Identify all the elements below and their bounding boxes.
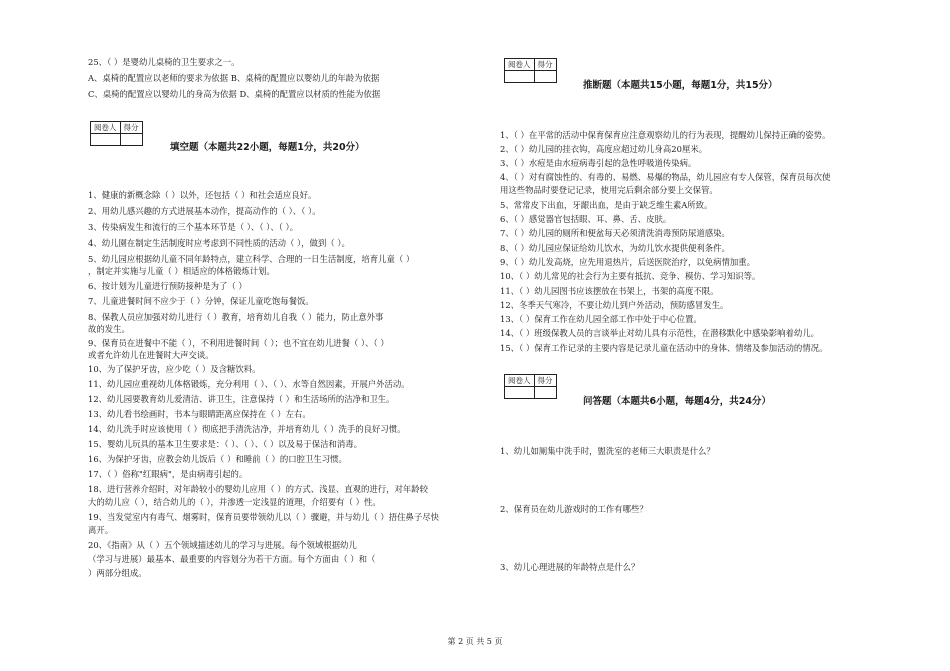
- fill-line-15: 12、幼儿园要教育幼儿爱清洁、讲卫生，注意保持（ ）和生活场所的洁净和卫生。: [88, 394, 395, 404]
- judge-line-5: 用这些物品时要登记记录，使用完后剩余部分要上交保管。: [500, 185, 718, 195]
- fill-line-23: 19、当发觉室内有毒气、烟雾时，保育员要带领幼儿以（ ）骤避，并与幼儿（ ）捂住鼻子尽快: [88, 512, 439, 522]
- question-25-options-ab: A、桌椅的配置应以老师的要求为依据 B、桌椅的配置应以婴幼儿的年龄为依据: [88, 73, 380, 83]
- fill-line-20: 17、（ ）俗称"红眼病"，是由病毒引起的。: [88, 469, 248, 479]
- reviewer-cell: [91, 134, 121, 146]
- score-cell: [534, 71, 556, 83]
- qa-section-title: 问答题（本题共6小题，每题4分，共24分）: [583, 396, 771, 407]
- fill-score-box: [90, 121, 143, 146]
- judge-line-12: 11、（ ）幼儿园图书应该摆放在书架上，书架的高度不限。: [500, 286, 719, 296]
- judge-line-2: 2、（ ）幼儿园的挂衣钩，高度应超过幼儿身高20厘米。: [500, 144, 708, 154]
- reviewer-cell: [505, 71, 535, 83]
- judge-line-15: 14、（ ）班级保教人员的言谈举止对幼儿具有示范性，在潜移默化中感染影响着幼儿。: [500, 328, 819, 338]
- judge-line-9: 8、（ ）幼儿园应保证给幼儿饮水，为幼儿饮水提供便利条件。: [500, 243, 730, 253]
- fill-line-7: 6、按计划为儿童进行预防接种是为了（ ）: [88, 281, 247, 291]
- fill-line-13: 10、为了保护牙齿，应少吃（ ）及含糖饮料。: [88, 364, 261, 374]
- fill-line-26: （学习与进展）最基本、最重要的内容划分为若干方面。每个方面由（ ）和（: [88, 554, 376, 564]
- fill-line-6: ，制定并实施与儿童（ ）相适应的体格锻炼计划。: [88, 266, 275, 276]
- qa-question-2: 2、保育员在幼儿游戏时的工作有哪些？: [500, 504, 648, 514]
- fill-line-1: 1、健康的新概念除（ ）以外，还包括（ ）和社会适应良好。: [88, 190, 317, 200]
- reviewer-cell: [505, 387, 535, 399]
- judge-line-11: 10、（ ）幼儿常见的社会行为主要有抵抗、竞争、模仿、学习知识等。: [500, 271, 761, 281]
- fill-line-22: 大的幼儿应（ ），结合幼儿的（ ），并渗透一定浅显的道理，介绍要有（ ）性。: [88, 497, 381, 507]
- judge-line-7: 6、（ ）感觉器官包括眼、耳、鼻、舌、皮肤。: [500, 214, 672, 224]
- fill-line-25: 20、《指南》从（ ）五个领域描述幼儿的学习与进展。每个领域根据幼儿: [88, 540, 357, 550]
- fill-line-10: 故的发生。: [88, 324, 130, 334]
- fill-line-3: 3、传染病发生和流行的三个基本环节是（ ）、（ ）、（ ）。: [88, 222, 299, 232]
- score-cell: [534, 387, 556, 399]
- fill-line-4: 4、幼儿園在制定生活制度时应考虑到不同性质的活动（ ），做到（ ）。: [88, 238, 350, 248]
- fill-line-12: 或者允许幼儿在进餐时大声交谈。: [88, 350, 214, 360]
- fill-section-title: 填空题（本题共22小题，每题1分，共20分）: [170, 142, 365, 153]
- score-label: 得分: [534, 59, 556, 71]
- fill-line-5: 5、幼儿园应根据幼儿童不同年龄特点，建立科学、合理的一日生活制度，培育儿童（ ）: [88, 254, 415, 264]
- fill-line-24: 离开。: [88, 525, 114, 535]
- judge-line-1: 1、（ ）在平常的活动中保育保育应注意观察幼儿的行为表现，提醒幼儿保持正确的姿势。: [500, 130, 831, 140]
- fill-line-14: 11、幼儿园应重视幼儿体格锻炼，充分利用（ ）、（ ）、水等自然因素，开展户外活动。: [88, 379, 410, 389]
- fill-line-27: ）两部分组成。: [88, 568, 147, 578]
- judge-line-4: 4、（ ）对有腐蚀性的、有毒的、易燃、易爆的物品，幼儿园应有专人保管，保育员每次使: [500, 172, 831, 182]
- question-25: 25、（ ）是婴幼儿桌椅的卫生要求之一。: [88, 57, 240, 67]
- judge-line-6: 5、常常皮下出血，牙龈出血，是由于缺乏维生素A所致。: [500, 200, 713, 210]
- judge-score-box: [504, 58, 557, 83]
- judge-line-16: 15、（ ）保育工作记录的主要内容是记录儿童在活动中的身体、情绪及参加活动的情况。: [500, 343, 828, 353]
- judge-line-13: 12、冬季天气寒冷，不要让幼儿到户外活动，预防感冒发生。: [500, 300, 729, 310]
- judge-line-14: 13、（ ）保育工作在幼儿园全部工作中处于中心位置。: [500, 314, 702, 324]
- qa-score-box: [504, 374, 557, 399]
- page-footer: 第 2 页 共 5 页: [447, 637, 503, 646]
- fill-line-8: 7、儿童进餐时间不应少于（ ）分钟，保证儿童吃饱每餐饭。: [88, 296, 314, 306]
- fill-line-11: 9、保育员在进餐中不能（ ），不利用进餐时间（ ）；也不宜在幼儿进餐（ ）、（ ）: [88, 338, 389, 348]
- judge-line-8: 7、（ ）幼儿园的厕所和便盆每天必须清洗消毒预防尿道感染。: [500, 228, 730, 238]
- fill-line-19: 16、为保护牙齿，应教会幼儿饭后（ ）和睡前（ ）的口腔卫生习惯。: [88, 454, 347, 464]
- reviewer-label: 阅卷人: [505, 375, 535, 387]
- judge-section-title: 推断题（本题共15小题，每题1分，共15分）: [583, 80, 778, 91]
- fill-line-18: 15、婴幼儿玩具的基本卫生要求是：（ ）、（ ）、（ ）以及易于保洁和消毒。: [88, 439, 363, 449]
- judge-line-3: 3、（ ）水痘是由水痘病毒引起的急性呼吸道传染病。: [500, 158, 697, 168]
- fill-line-9: 8、保教人员应加强对幼儿进行（ ）教育，培育幼儿自我（ ）能力，防止意外事: [88, 312, 384, 322]
- score-label: 得分: [120, 122, 142, 134]
- qa-question-3: 3、幼儿心理进展的年龄特点是什么？: [500, 562, 640, 572]
- score-label: 得分: [534, 375, 556, 387]
- fill-line-2: 2、用幼儿感兴趣的方式进展基本动作，提高动作的（ ）、（ ）。: [88, 206, 321, 216]
- reviewer-label: 阅卷人: [91, 122, 121, 134]
- question-25-options-cd: C、桌椅的配置应以婴幼儿的身高为依据 D、桌椅的配置应以材质的性能为依据: [88, 89, 381, 99]
- score-cell: [120, 134, 142, 146]
- judge-line-10: 9、（ ）幼儿发高烧，应先用退热片，后送医院治疗，以免病情加重。: [500, 257, 756, 267]
- fill-line-16: 13、幼儿看书绘画时，书本与眼睛距离应保持在（ ）左右。: [88, 409, 311, 419]
- qa-question-1: 1、幼儿如厕集中洗手时，盥洗室的老师三大职责是什么？: [500, 446, 715, 456]
- fill-line-21: 18、进行营养介绍时，对年龄较小的婴幼儿应用（ ）的方式、浅显、直观的进行，对年龄较: [88, 484, 428, 494]
- fill-line-17: 14、幼儿洗手时应该使用（ ）彻底把手清洗洁净，并培育幼儿（ ）洗手的良好习惯。: [88, 424, 406, 434]
- reviewer-label: 阅卷人: [505, 59, 535, 71]
